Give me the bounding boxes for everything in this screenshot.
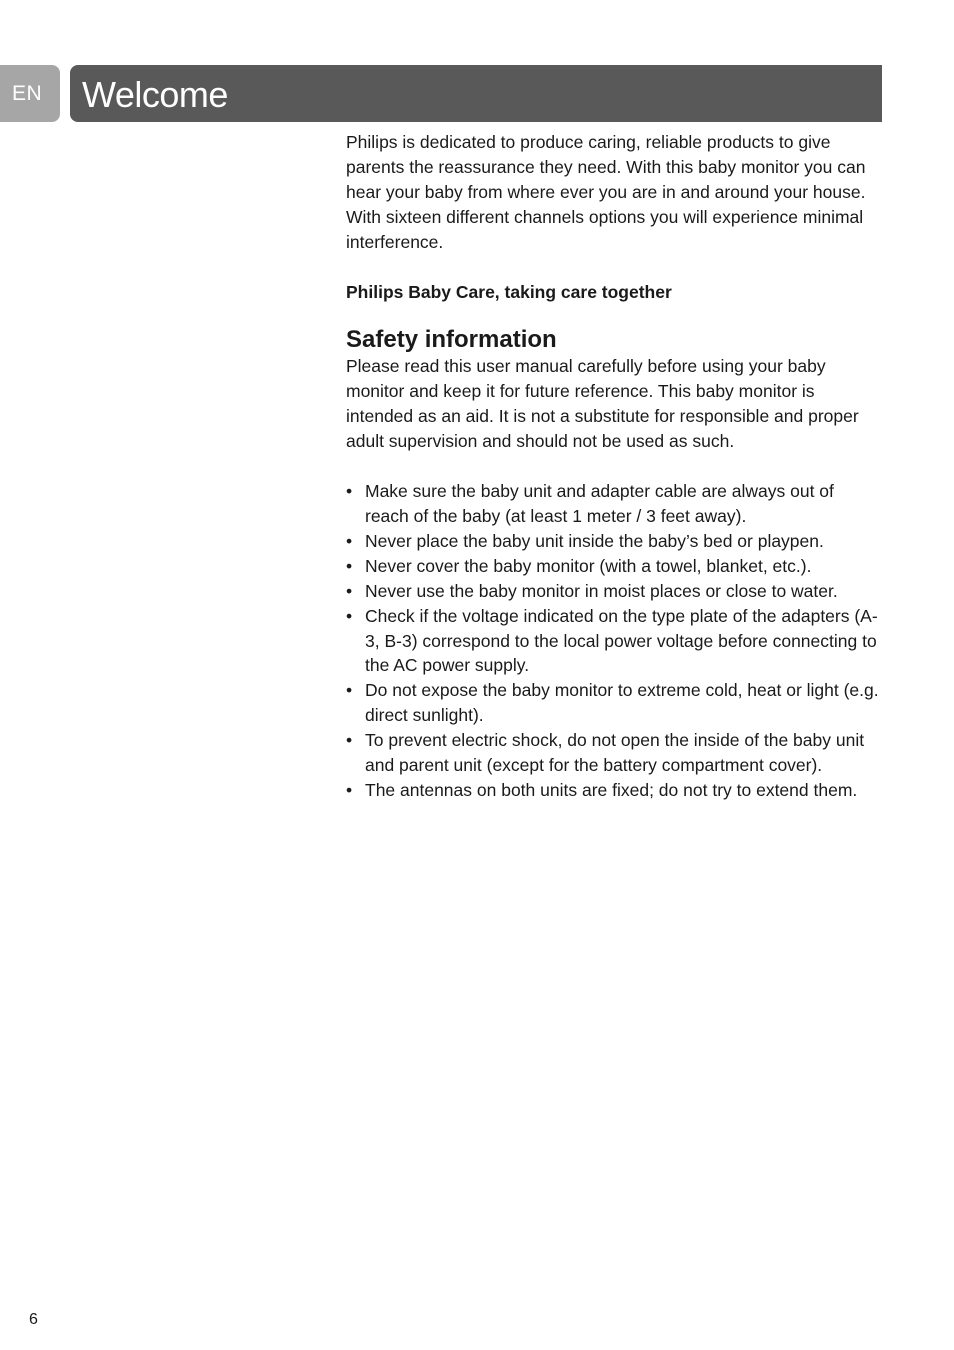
bullet-icon: • bbox=[346, 605, 353, 626]
page-number: 6 bbox=[29, 1311, 38, 1328]
bullet-icon: • bbox=[346, 580, 353, 601]
bullet-icon: • bbox=[346, 779, 353, 800]
list-item bbox=[346, 728, 880, 778]
tagline: Philips Baby Care, taking care together bbox=[346, 281, 672, 302]
list-item-text: To prevent electric shock, do not open the inside of the baby unit and parent unit (except for the battery compartment cover). bbox=[365, 730, 865, 776]
list-item-text: Never place the baby unit inside the baby’s bed or playpen. bbox=[365, 530, 824, 551]
list-item bbox=[346, 479, 880, 529]
bullet-icon: • bbox=[346, 481, 353, 502]
main-content bbox=[346, 130, 880, 803]
list-item bbox=[346, 579, 880, 604]
bullet-icon: • bbox=[346, 555, 353, 576]
bullet-icon: • bbox=[346, 530, 353, 551]
list-item-text: The antennas on both units are fixed; do not try to extend them. bbox=[365, 779, 858, 800]
list-item-text: Never use the baby monitor in moist places or close to water. bbox=[365, 580, 838, 601]
language-tab: EN bbox=[0, 65, 60, 122]
list-item bbox=[346, 604, 880, 679]
list-item bbox=[346, 529, 880, 554]
list-item bbox=[346, 778, 880, 803]
title-bar bbox=[70, 65, 882, 122]
list-item bbox=[346, 678, 880, 728]
section-heading-safety: Safety information bbox=[346, 326, 557, 354]
list-item-text: Never cover the baby monitor (with a towel, blanket, etc.). bbox=[365, 555, 812, 576]
page-title: Welcome bbox=[82, 74, 228, 115]
bullet-icon: • bbox=[346, 680, 353, 701]
list-item bbox=[346, 554, 880, 579]
safety-list bbox=[346, 479, 880, 803]
list-item-text: Make sure the baby unit and adapter cable are always out of reach of the baby (at least 1 meter / 3 feet away). bbox=[365, 481, 834, 526]
intro-paragraph: Philips is dedicated to produce caring, reliable products to give parents the reassurance they need. With this baby monitor you can hear your baby from where ever you are in and around your house. With sixteen different channels options you will experience minimal interference. bbox=[346, 132, 866, 252]
list-item-text: Check if the voltage indicated on the type plate of the adapters (A-3, B-3) correspond to the local power voltage before connecting to the AC power supply. bbox=[365, 605, 878, 676]
list-item-text: Do not expose the baby monitor to extreme cold, heat or light (e.g. direct sunlight). bbox=[365, 680, 879, 726]
safety-intro-paragraph: Please read this user manual carefully before using your baby monitor and keep it for future reference. This baby monitor is intended as an aid. It is not a substitute for responsible and proper adult supervision and should not be used as such. bbox=[346, 356, 859, 452]
bullet-icon: • bbox=[346, 730, 353, 751]
